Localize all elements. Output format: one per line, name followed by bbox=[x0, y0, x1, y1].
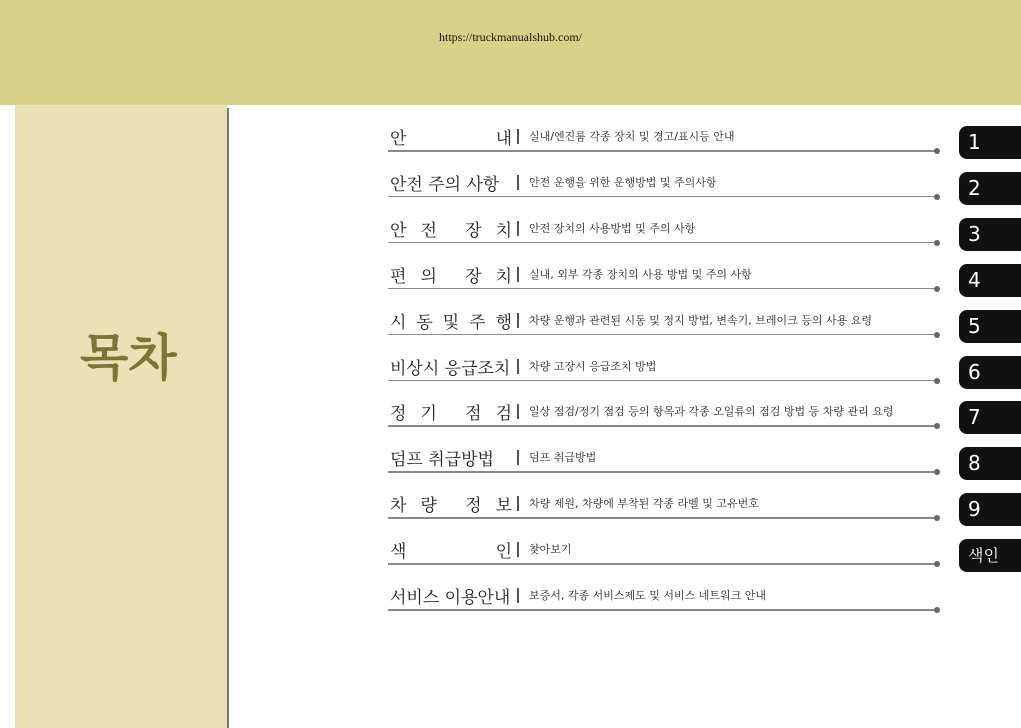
toc-entry[interactable] bbox=[388, 397, 1021, 441]
chapter-tab[interactable]: 2 bbox=[959, 172, 1021, 205]
toc-underline bbox=[388, 517, 936, 519]
toc-entry-heading bbox=[390, 262, 512, 287]
toc-separator bbox=[517, 267, 519, 282]
toc-entry-heading bbox=[390, 537, 512, 562]
toc-heading-part: 치 bbox=[495, 266, 512, 287]
toc-entry-heading bbox=[390, 170, 512, 195]
toc-entry-heading bbox=[390, 216, 512, 241]
chapter-tab[interactable]: 9 bbox=[959, 493, 1021, 526]
toc-underline bbox=[388, 196, 936, 198]
toc-bullet-dot bbox=[934, 194, 940, 200]
toc-heading-part: 검 bbox=[495, 404, 512, 425]
toc-entry-description: 안전 운행을 위한 운행방법 및 주의사항 bbox=[529, 175, 717, 189]
toc-separator bbox=[517, 221, 519, 236]
toc-separator bbox=[517, 496, 519, 511]
toc-heading-part: 전 bbox=[420, 220, 437, 241]
toc-entry-heading bbox=[390, 583, 512, 608]
toc-bullet-dot bbox=[934, 286, 940, 292]
chapter-tab[interactable]: 4 bbox=[959, 264, 1021, 297]
chapter-tab[interactable]: 7 bbox=[959, 401, 1021, 434]
toc-entry[interactable] bbox=[388, 443, 1021, 487]
toc-entry[interactable] bbox=[388, 260, 1021, 304]
toc-heading-part: 행 bbox=[495, 312, 512, 333]
toc-bullet-dot bbox=[934, 561, 940, 567]
toc-entry-description: 차량 운행과 관련된 시동 및 정지 방법, 변속기, 브레이크 등의 사용 요령 bbox=[529, 313, 872, 327]
left-divider bbox=[227, 108, 229, 728]
toc-separator bbox=[517, 404, 519, 419]
toc-underline bbox=[388, 334, 936, 336]
toc-heading-part: 장 bbox=[465, 220, 482, 241]
toc-heading-part: 덤프 취급방법 bbox=[390, 450, 494, 471]
toc-bullet-dot bbox=[934, 607, 940, 613]
toc-entry[interactable] bbox=[388, 306, 1021, 350]
toc-entry-heading bbox=[390, 124, 512, 149]
toc-separator bbox=[517, 588, 519, 603]
toc-separator bbox=[517, 313, 519, 328]
toc-heading-part: 동 bbox=[416, 312, 433, 333]
toc-underline bbox=[388, 288, 936, 290]
toc-separator bbox=[517, 129, 519, 144]
toc-separator bbox=[517, 359, 519, 374]
toc-entry-heading bbox=[390, 354, 512, 379]
toc-heading-part: 색 bbox=[390, 542, 407, 563]
toc-underline bbox=[388, 242, 936, 244]
toc-separator bbox=[517, 175, 519, 190]
toc-heading-part: 안 bbox=[390, 129, 407, 149]
toc-heading-part: 차 bbox=[390, 496, 407, 517]
left-panel bbox=[15, 105, 227, 728]
toc-heading-part: 인 bbox=[495, 542, 512, 563]
toc-entry-description: 차량 고장시 응급조치 방법 bbox=[529, 359, 657, 373]
toc-underline bbox=[388, 609, 936, 611]
toc-entry[interactable] bbox=[388, 122, 1021, 166]
toc-underline bbox=[388, 380, 936, 382]
toc-heading-part: 장 bbox=[465, 266, 482, 287]
toc-heading-part: 안전 주의 사항 bbox=[390, 174, 500, 195]
toc-entry[interactable] bbox=[388, 214, 1021, 258]
toc-entry[interactable] bbox=[388, 535, 1021, 579]
toc-heading-part: 내 bbox=[495, 129, 512, 149]
toc-entry-heading bbox=[390, 399, 512, 424]
toc-bullet-dot bbox=[934, 423, 940, 429]
toc-heading-part: 보 bbox=[495, 496, 512, 517]
toc-bullet-dot bbox=[934, 332, 940, 338]
toc-underline bbox=[388, 563, 936, 565]
toc-separator bbox=[517, 450, 519, 465]
header-banner bbox=[0, 0, 1021, 105]
toc-heading-part: 시 bbox=[390, 312, 407, 333]
toc-heading-part: 및 bbox=[442, 312, 460, 333]
chapter-tab[interactable]: 8 bbox=[959, 447, 1021, 480]
toc-entry-description: 찾아보기 bbox=[529, 543, 572, 557]
toc-entry-description: 보증서, 각종 서비스제도 및 서비스 네트워크 안내 bbox=[529, 589, 766, 602]
toc-entry-description: 일상 점검/정기 점검 등의 항목과 각종 오일류의 점검 방법 등 차량 관리 요령 bbox=[529, 405, 894, 419]
toc-separator bbox=[517, 542, 519, 557]
toc-bullet-dot bbox=[934, 378, 940, 384]
toc-heading-part: 서비스 이용안내 bbox=[390, 588, 511, 608]
chapter-tab[interactable]: 3 bbox=[959, 218, 1021, 251]
chapter-tab[interactable]: 1 bbox=[959, 126, 1021, 159]
toc-underline bbox=[388, 425, 936, 427]
toc-bullet-dot bbox=[934, 515, 940, 521]
toc-bullet-dot bbox=[934, 240, 940, 246]
toc-heading-part: 안 bbox=[390, 220, 407, 241]
toc-entry-heading bbox=[390, 445, 512, 470]
chapter-tab[interactable]: 6 bbox=[959, 356, 1021, 389]
toc-heading-part: 편 bbox=[390, 266, 407, 287]
toc-heading-part: 량 bbox=[420, 496, 437, 517]
toc-entry-description: 차량 제원, 차량에 부착된 각종 라벨 및 고유번호 bbox=[529, 497, 759, 511]
toc-bullet-dot bbox=[934, 469, 940, 475]
toc-heading-part: 정 bbox=[390, 404, 407, 425]
toc-entry-heading bbox=[390, 308, 512, 333]
chapter-tab[interactable]: 5 bbox=[959, 310, 1021, 343]
toc-title: 목차 bbox=[80, 329, 177, 387]
toc-entry-description: 실내/엔진룸 각종 장치 및 경고/표시등 안내 bbox=[529, 130, 735, 143]
toc-entry[interactable] bbox=[388, 168, 1021, 212]
chapter-tab[interactable]: 색인 bbox=[959, 539, 1021, 572]
toc-entry[interactable] bbox=[388, 581, 1021, 625]
toc-entry-description: 덤프 취급방법 bbox=[529, 451, 597, 465]
toc-heading-part: 비상시 응급조치 bbox=[390, 358, 511, 379]
toc-underline bbox=[388, 150, 936, 152]
toc-heading-part: 의 bbox=[420, 266, 437, 287]
toc-heading-part: 기 bbox=[420, 404, 437, 425]
toc-entry[interactable] bbox=[388, 489, 1021, 533]
toc-entry[interactable] bbox=[388, 352, 1021, 396]
toc-heading-part: 치 bbox=[495, 220, 512, 241]
toc-bullet-dot bbox=[934, 148, 940, 154]
toc-entry-heading bbox=[390, 491, 512, 516]
toc-entry-description: 실내, 외부 각종 장치의 사용 방법 및 주의 사항 bbox=[529, 267, 752, 281]
toc-heading-part: 주 bbox=[469, 312, 486, 333]
toc-entry-description: 안전 장치의 사용방법 및 주의 사항 bbox=[529, 221, 696, 235]
toc-heading-part: 점 bbox=[465, 404, 482, 425]
toc-heading-part: 정 bbox=[465, 496, 482, 517]
header-url[interactable]: https://truckmanualshub.com/ bbox=[439, 30, 582, 44]
toc-underline bbox=[388, 471, 936, 473]
